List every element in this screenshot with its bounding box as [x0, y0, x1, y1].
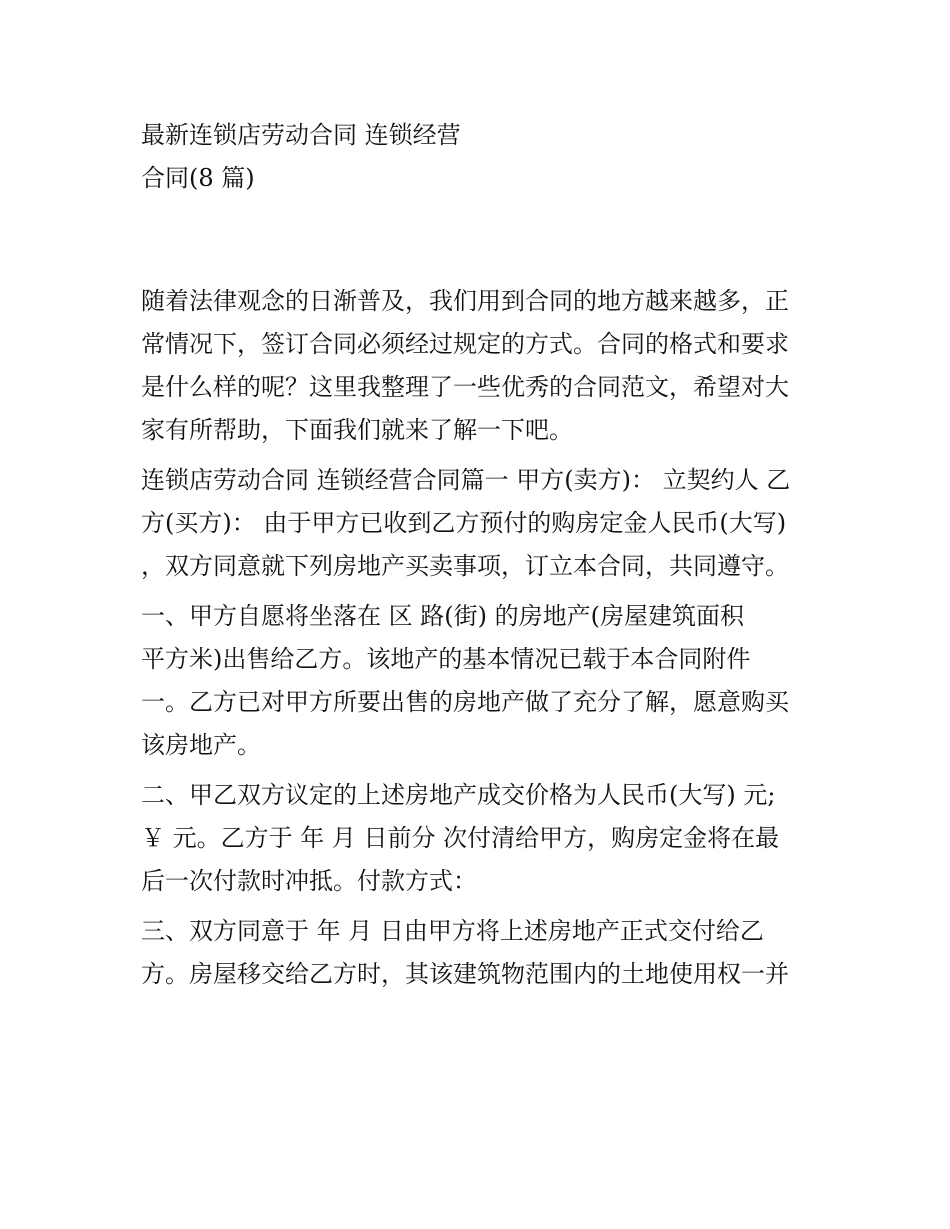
title-line: 最新连锁店劳动合同 连锁经营 [141, 121, 461, 149]
paragraph-clause-1 [141, 595, 821, 767]
text-line: 后一次付款时冲抵。付款方式： [141, 867, 477, 895]
text-line: 平方米)出售给乙方。该地产的基本情况已载于本合同附件 [141, 645, 751, 673]
title-line: 合同(8 篇) [141, 164, 255, 192]
text-line: 是什么样的呢？这里我整理了一些优秀的合同范文，希望对大 [141, 373, 789, 401]
text-line: 一、甲方自愿将坐落在 区 路(街) 的房地产(房屋建筑面积 [141, 602, 744, 630]
text-line: 常情况下，签订合同必须经过规定的方式。合同的格式和要求 [141, 330, 789, 358]
paragraph-intro [141, 280, 821, 452]
document-body [141, 280, 821, 1003]
text-line: 三、双方同意于 年 月 日由甲方将上述房地产正式交付给乙 [141, 917, 764, 945]
text-line: 二、甲乙双方议定的上述房地产成交价格为人民币(大写) 元; [141, 781, 776, 809]
text-line: 该房地产。 [141, 731, 261, 759]
text-line: 方(买方)： 由于甲方已收到乙方预付的购房定金人民币(大写) [141, 509, 787, 537]
text-line: ￥ 元。乙方于 年 月 日前分 次付清给甲方，购房定金将在最 [141, 824, 780, 852]
text-line: 一。乙方已对甲方所要出售的房地产做了充分了解，愿意购买 [141, 688, 789, 716]
text-line: 家有所帮助，下面我们就来了解一下吧。 [141, 416, 573, 444]
document-title [141, 114, 831, 200]
text-line: 方。房屋移交给乙方时，其该建筑物范围内的土地使用权一并 [141, 960, 789, 988]
text-line: 连锁店劳动合同 连锁经营合同篇一 甲方(卖方)： 立契约人 乙 [141, 466, 791, 494]
paragraph-clause-2 [141, 774, 821, 903]
paragraph-contract-header [141, 459, 821, 588]
text-line: ，双方同意就下列房地产买卖事项，订立本合同，共同遵守。 [141, 552, 789, 580]
paragraph-clause-3 [141, 910, 821, 996]
text-line: 随着法律观念的日渐普及，我们用到合同的地方越来越多，正 [141, 287, 789, 315]
